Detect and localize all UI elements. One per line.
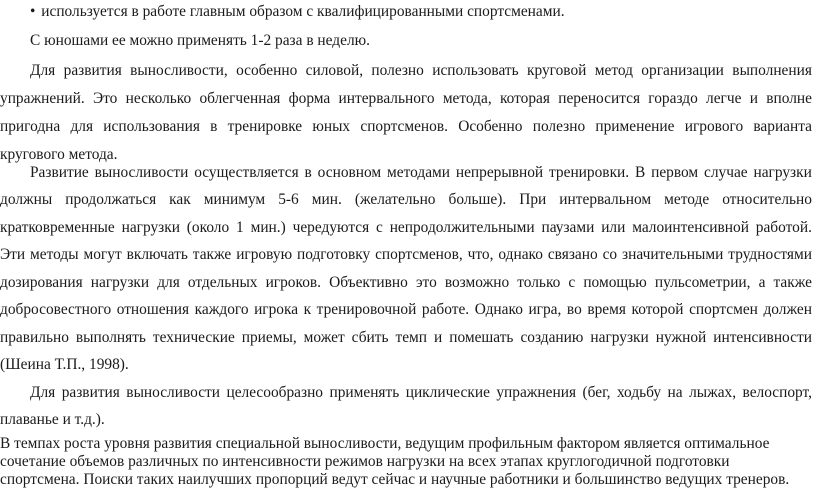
bullet-item [30,2,565,22]
word: или [601,219,626,236]
word: пульсометрии, [654,274,751,291]
paragraph-5-line: сочетание объемов различных по интенсивности режимов нагрузки на всех этапах круглогодичной подготовки [0,453,730,470]
word: должен [763,301,812,318]
word: темп [395,329,428,346]
word: для [157,274,180,291]
word: это [415,274,437,291]
word: организации [641,62,724,79]
word: тренировки. [549,164,630,181]
word: приемы, [241,329,297,346]
bullet-item-text: используется в работе главным образом с квалифицированными спортсменами. [41,3,565,20]
word: При [519,191,547,208]
word: осуществляется [194,164,299,181]
paragraph-4-line: плаванье и т.д.). [0,411,105,428]
word: Для [30,384,56,401]
word: правильно [0,329,69,346]
word: нагрузки [590,329,649,346]
word: выносливости [94,164,189,181]
paragraph-3-line: (Шеина Т.П., 1998). [0,356,129,373]
word: случае [704,164,748,181]
word: вполне [766,90,812,107]
word: выносливости, [130,62,228,79]
word: Объективно [329,274,408,291]
word: несколько [125,90,192,107]
word: что, [467,246,494,263]
word: использования [103,118,200,135]
word: на [667,384,683,401]
word: непрерывной [455,164,544,181]
word: возможно [444,274,510,291]
word: тренировке [227,118,303,135]
paragraph-3-line [30,163,812,183]
word: могут [83,246,122,263]
word: технические [152,329,235,346]
word: методы [30,246,79,263]
word: в [304,164,312,181]
paragraph-1: С юношами ее можно применять 1-2 раза в неделю. [30,32,370,49]
word: пригодна [0,118,61,135]
word: непродолжительными [389,219,535,236]
word: каждого [194,301,249,318]
word: Это [92,90,118,107]
word: которой [631,301,684,318]
paragraph-3-line [0,273,812,293]
word: созданию [520,329,584,346]
word: спортсменов, [375,246,463,263]
word: как [169,191,191,208]
word: нагрузки [90,274,150,291]
word: основном [317,164,382,181]
word: игровую [236,246,293,263]
word: (желательно [354,191,436,208]
word: продолжаться [65,191,157,208]
word: нагрузки [753,164,812,181]
word: применять [329,384,400,401]
word: Для [30,62,56,79]
word: мин. [311,191,342,208]
word: упражнения [496,384,577,401]
word: игроков. [265,274,322,291]
word: к [303,301,312,318]
paragraph-2-line [30,61,812,81]
word: Развитие [30,164,89,181]
word: спортсмен [689,301,758,318]
word: игрока [254,301,299,318]
word: развития [63,62,122,79]
word: выносливости [126,384,221,401]
word: лыжах, [689,384,737,401]
word: (около [186,219,230,236]
word: ходьбу [616,384,662,401]
paragraph-2-line [0,89,812,109]
word: упражнений. [0,90,85,107]
word: велоспорт, [742,384,812,401]
word: интервальном [559,191,652,208]
word: однако [498,246,543,263]
word: работе. [421,301,470,318]
word: полезно [371,62,424,79]
word: минимум [203,191,266,208]
paragraph-3-line [0,328,812,348]
word: методе [664,191,710,208]
word: Особенно [458,118,523,135]
word: мин.) [250,219,286,236]
word: силовой, [305,62,364,79]
word: связано [547,246,598,263]
word: форма [288,90,331,107]
word: и [749,90,758,107]
word: время [587,301,626,318]
word: Эти [0,246,26,263]
word: развития [61,384,120,401]
word: отдельных [187,274,258,291]
word: во [566,301,582,318]
word: подготовку [296,246,371,263]
word: нужной [655,329,707,346]
word: облегченная [199,90,281,107]
word: добросовестного [0,301,112,318]
word: которая [499,90,550,107]
word: гораздо [648,90,698,107]
word: целесообразно [226,384,324,401]
word: помешать [449,329,514,346]
word: с [568,274,576,291]
bullet-symbol: • [30,3,36,20]
word: должны [0,191,53,208]
word: больше). [448,191,507,208]
word: выполнения [732,62,812,79]
word: трудностями [728,246,812,263]
word: только [517,274,561,291]
word: отношения [116,301,190,318]
paragraph-2-line [0,117,812,137]
word: В [634,164,646,181]
word: дозирования [0,274,83,291]
paragraph-3-line [0,300,812,320]
word: малоинтенсивной [632,219,749,236]
paragraph-5-line: В темпах роста уровня развития специальной выносливости, ведущим профильным фактором является оптимальное [0,435,770,452]
word: также [773,274,812,291]
word: нагрузки [121,219,180,236]
paragraph-2-line: кругового метода. [0,146,118,163]
word: полезно [532,118,586,135]
word: игрового [684,118,744,135]
word: первом [651,164,699,181]
word: использовать [432,62,519,79]
word: игра, [528,301,562,318]
word: переносится [558,90,641,107]
word: значительными [622,246,724,263]
paragraph-3-line [0,218,812,238]
word: (бег, [582,384,611,401]
word: работой. [755,219,812,236]
word: применение [595,118,675,135]
word: паузами [541,219,595,236]
word: метода, [442,90,492,107]
paragraph-3-line [0,190,812,210]
word: помощью [583,274,647,291]
word: для [70,118,94,135]
word: циклические [405,384,490,401]
word: может [303,329,345,346]
word: легче [706,90,742,107]
word: 1 [236,219,244,236]
word: Однако [474,301,523,318]
word: юных [312,118,351,135]
word: включать [126,246,188,263]
word: и [434,329,443,346]
word: также [192,246,232,263]
word: варианта [753,118,812,135]
word: интервального [338,90,435,107]
paragraph-5-line: спортсмена. Поиски таких наилучших пропорций ведут сейчас и научные работники и большинство ведущих тренеров. [0,471,790,488]
word: а [758,274,766,291]
word: относительно [722,191,812,208]
word: круговой [527,62,587,79]
word: метод [594,62,633,79]
paragraph-3-line [0,245,812,265]
word: особенно [236,62,298,79]
word: кратковременные [0,219,115,236]
paragraph-4-line [30,383,812,403]
word: чередуются [292,219,370,236]
word: интенсивности [713,329,812,346]
word: в [210,118,218,135]
word: методами [387,164,450,181]
word: тренировочной [316,301,417,318]
word: с [376,219,383,236]
word: сбить [351,329,389,346]
word: спортсменов. [360,118,448,135]
word: выполнять [75,329,146,346]
word: со [602,246,618,263]
word: 5-6 [278,191,299,208]
